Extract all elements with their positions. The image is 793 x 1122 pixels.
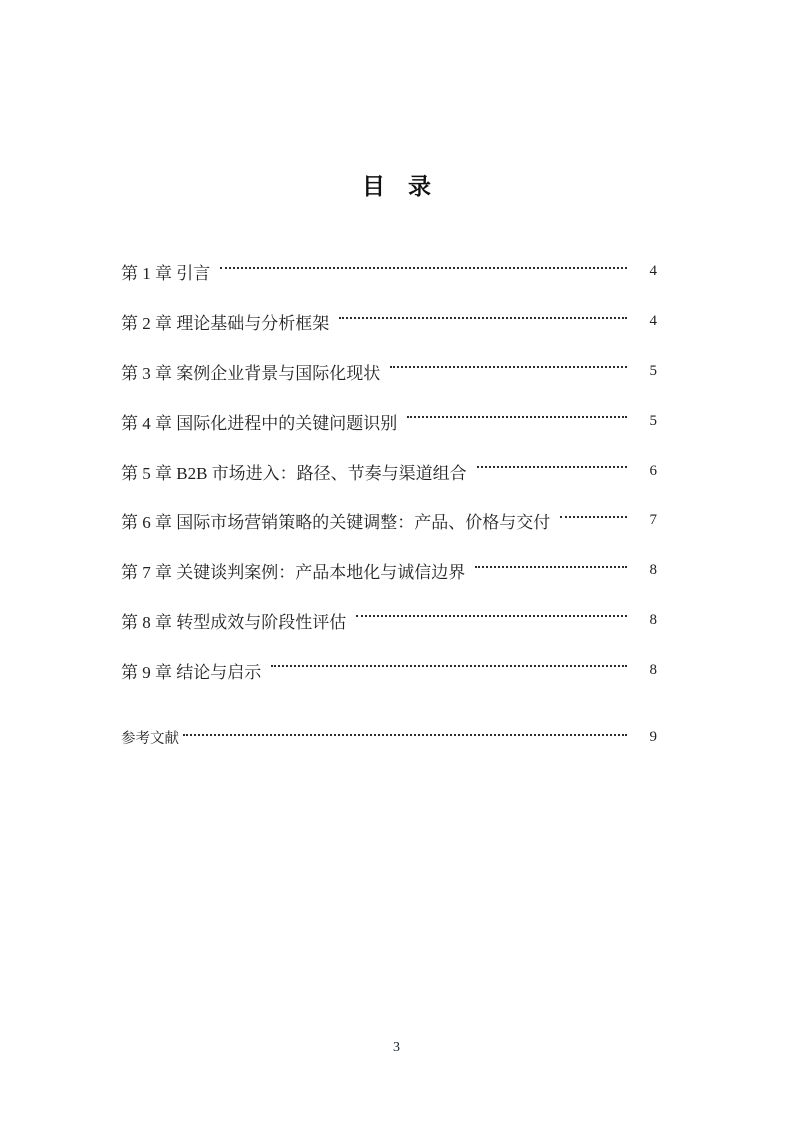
toc-entry-page-number: 5 (649, 412, 657, 429)
dot-leader (475, 566, 627, 568)
dot-leader (560, 516, 627, 518)
toc-entry-page-number: 6 (649, 462, 657, 479)
toc-entry (121, 396, 657, 446)
references-page-number: 9 (649, 729, 657, 745)
toc-entry-label: 第 1 章 引言 (121, 264, 211, 284)
dot-leader (183, 734, 627, 736)
toc-entry-page-number: 8 (649, 611, 657, 628)
toc-entry-label: 第 3 章 案例企业背景与国际化现状 (121, 363, 381, 383)
toc-entry-page-number: 7 (649, 512, 657, 529)
dot-leader (390, 366, 627, 368)
toc-entry-page-number: 8 (649, 661, 657, 678)
toc-list (121, 247, 657, 695)
references-entry (121, 727, 657, 748)
dot-leader (220, 267, 627, 269)
toc-title: 目 录 (362, 174, 431, 199)
toc-entry (121, 347, 657, 397)
toc-entry-label: 第 4 章 国际化进程中的关键问题识别 (121, 413, 398, 433)
toc-entry (121, 496, 657, 546)
toc-entry-label: 第 6 章 国际市场营销策略的关键调整：产品、价格与交付 (121, 513, 551, 533)
toc-entry-label: 第 7 章 关键谈判案例：产品本地化与诚信边界 (121, 563, 466, 583)
toc-entry (121, 645, 657, 695)
toc-entry (121, 596, 657, 646)
dot-leader (477, 466, 627, 468)
toc-entry (121, 546, 657, 596)
footer-page-number: 3 (393, 1040, 400, 1055)
toc-entry-label: 第 2 章 理论基础与分析框架 (121, 314, 330, 334)
toc-entry-page-number: 4 (649, 263, 657, 280)
toc-entry (121, 297, 657, 347)
references-label: 参考文献 (121, 731, 179, 747)
dot-leader (407, 416, 627, 418)
dot-leader (356, 615, 627, 617)
toc-entry-label: 第 8 章 转型成效与阶段性评估 (121, 612, 347, 632)
toc-entry-label: 第 5 章 B2B 市场进入：路径、节奏与渠道组合 (121, 463, 467, 483)
toc-entry-page-number: 8 (649, 562, 657, 579)
dot-leader (339, 317, 627, 319)
toc-entry-label: 第 9 章 结论与启示 (121, 662, 262, 682)
toc-entry-page-number: 5 (649, 362, 657, 379)
dot-leader (271, 665, 627, 667)
toc-entry-page-number: 4 (649, 313, 657, 330)
toc-entry (121, 446, 657, 496)
toc-entry (121, 247, 657, 297)
